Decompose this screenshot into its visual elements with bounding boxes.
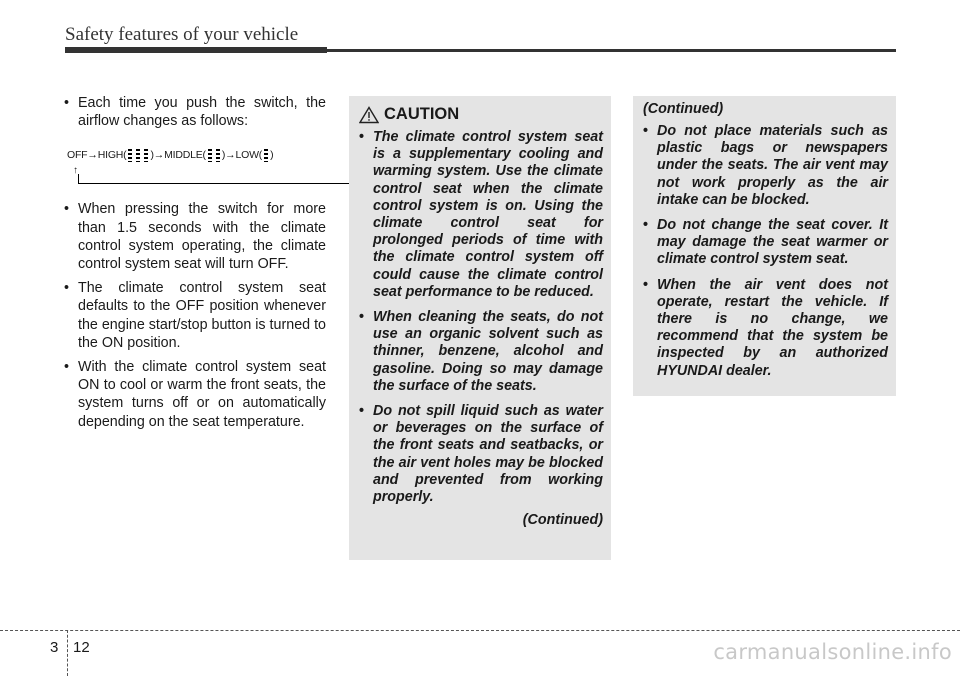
caution-item: • Do not change the seat cover. It may damage the seat warmer or climate control system seat. (643, 217, 888, 269)
page-number: 12 (73, 639, 90, 656)
airflow-diagram (64, 136, 326, 192)
return-loop-line (78, 174, 363, 184)
list-item: • Each time you push the switch, the airflow changes as follows: (64, 94, 326, 130)
caution-item: • Do not place materials such as plastic bags or newspapers under the seats. The air vent may not work properly as the air intake can be blocked. (643, 123, 888, 209)
airflow-low-label: LOW( (235, 149, 263, 162)
airflow-off-label: OFF (67, 149, 88, 162)
airflow-high-label: HIGH( (97, 149, 127, 162)
section-number: 3 (50, 639, 59, 656)
airflow-sequence (67, 146, 273, 164)
caution-item: • The climate control system seat is a supplementary cooling and warming system. Use the climate control seat when the climate control system is on. Using the climate control seat for prolonged periods of time with the climate control system off could cause the climate control seat performance to be reduced. (359, 129, 603, 301)
fan-level-icon (208, 149, 212, 162)
continued-label: (Continued) (522, 512, 603, 529)
caution-item: • When the air vent does not operate, restart the vehicle. If there is no change, we recommend that the system be inspected by an authorized HYUNDAI dealer. (643, 277, 888, 380)
caution-box-continued (633, 96, 896, 396)
fan-level-icon (144, 149, 148, 162)
warning-triangle-icon (359, 106, 379, 124)
arrow-icon: → (87, 149, 98, 162)
paren-close: ) (270, 149, 274, 162)
fan-level-icon (128, 149, 132, 162)
return-arrow-icon: ↑ (73, 165, 78, 177)
footer-divider (67, 630, 68, 676)
caution-heading (359, 105, 603, 124)
arrow-icon: → (153, 149, 165, 162)
watermark: carmanualsonline.info (713, 640, 952, 664)
list-item: • The climate control system seat defaults to the OFF position whenever the engine start/stop button is turned to the ON position. (64, 279, 326, 352)
page-header-title: Safety features of your vehicle (65, 24, 299, 45)
footer-rule (0, 630, 960, 631)
arrow-icon: → (225, 149, 236, 162)
fan-level-icon (136, 149, 140, 162)
caution-item: • When cleaning the seats, do not use an organic solvent such as thinner, benzene, alcohol and gasoline. Doing so may damage the surface of the seats. (359, 309, 603, 395)
fan-level-icon (216, 149, 220, 162)
continued-label: (Continued) (643, 101, 724, 117)
airflow-middle-label: MIDDLE( (164, 149, 206, 162)
list-item: • When pressing the switch for more than 1.5 seconds with the climate control system operating, the climate control system seat will turn OFF. (64, 200, 326, 273)
list-item: • With the climate control system seat ON to cool or warm the front seats, the system turns off or on automatically depending on the seat temperature. (64, 358, 326, 431)
caution-title: CAUTION (384, 105, 460, 123)
paren-close: ) (150, 149, 154, 162)
paren-close: ) (221, 149, 226, 162)
left-column (64, 94, 326, 437)
caution-box (349, 96, 611, 560)
header-rule-accent (65, 47, 327, 53)
fan-level-icon (264, 149, 268, 162)
caution-item: • Do not spill liquid such as water or beverages on the surface of the front seats and seatbacks, or the air vent holes may be blocked and prevented from working properly. (359, 403, 603, 506)
